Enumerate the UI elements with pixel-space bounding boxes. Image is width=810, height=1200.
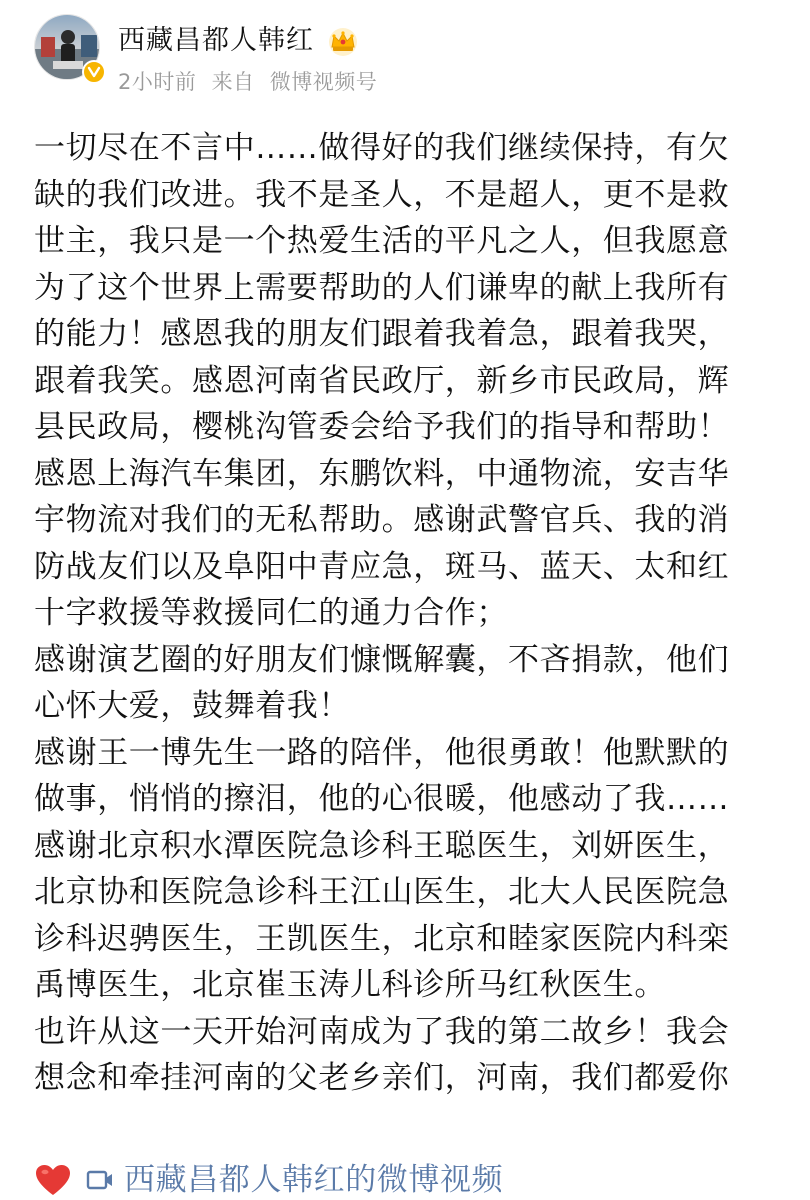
body-line: 感谢北京积水潭医院急诊科王聪医生，刘妍医生， [34,827,730,864]
post-meta [118,68,377,96]
crown-icon[interactable] [326,26,360,56]
body-line: 十字救援等救援同仁的通力合作； [34,595,508,631]
body-line: 也许从这一天开始河南成为了我的第二故乡！我会 [34,1013,730,1050]
body-line: 防战友们以及阜阳中青应急，斑马、蓝天、太和红 [34,548,730,585]
body-line: 感恩上海汽车集团，东鹏饮料，中通物流，安吉华 [34,455,730,492]
body-line: 为了这个世界上需要帮助的人们谦卑的献上我所有 [34,269,730,306]
body-line: 诊科迟骋医生，王凯医生，北京和睦家医院内科栾 [34,920,730,957]
video-link-icon [86,1168,114,1192]
body-line: 的能力！感恩我的朋友们跟着我着急，跟着我哭， [34,316,730,352]
body-line: 世主，我只是一个热爱生活的平凡之人，但我愿意 [34,223,730,259]
body-line: 宇物流对我们的无私帮助。感谢武警官兵、我的消 [34,502,730,538]
verified-badge-icon [82,60,106,84]
user-name-row [118,24,360,58]
post-time: 2小时前 [118,70,197,94]
video-link-label[interactable]: 西藏昌都人韩红的微博视频 [124,1162,504,1198]
heart-icon [34,1163,72,1197]
post-header [34,14,790,96]
post-source-prefix: 来自 [211,70,255,94]
body-line: 想念和牵挂河南的父老乡亲们，河南，我们都爱你 [34,1060,730,1096]
author-name[interactable]: 西藏昌都人韩红 [118,25,314,56]
body-line: 一切尽在不言中……做得好的我们继续保持，有欠 [34,130,730,166]
avatar-container[interactable] [34,14,102,82]
body-line: 做事，悄悄的擦泪，他的心很暖，他感动了我…… [34,781,730,817]
body-line: 感谢王一博先生一路的陪伴，他很勇敢！他默默的 [34,734,730,771]
post-body [34,125,786,1102]
video-link[interactable] [86,1160,503,1200]
post-footer-row [34,1160,503,1200]
body-line: 县民政局，樱桃沟管委会给予我们的指导和帮助！ [34,409,730,445]
body-line: 心怀大爱，鼓舞着我！ [34,688,350,724]
body-line: 跟着我笑。感恩河南省民政厅，新乡市民政局，辉 [34,362,730,399]
body-line: 禹博医生，北京崔玉涛儿科诊所马红秋医生。 [34,967,666,1003]
body-line: 感谢演艺圈的好朋友们慷慨解囊，不吝捐款，他们 [34,641,730,678]
body-line: 缺的我们改进。我不是圣人，不是超人，更不是救 [34,176,730,213]
body-line: 北京协和医院急诊科王江山医生，北大人民医院急 [34,874,730,910]
post-source[interactable]: 微博视频号 [269,70,378,94]
